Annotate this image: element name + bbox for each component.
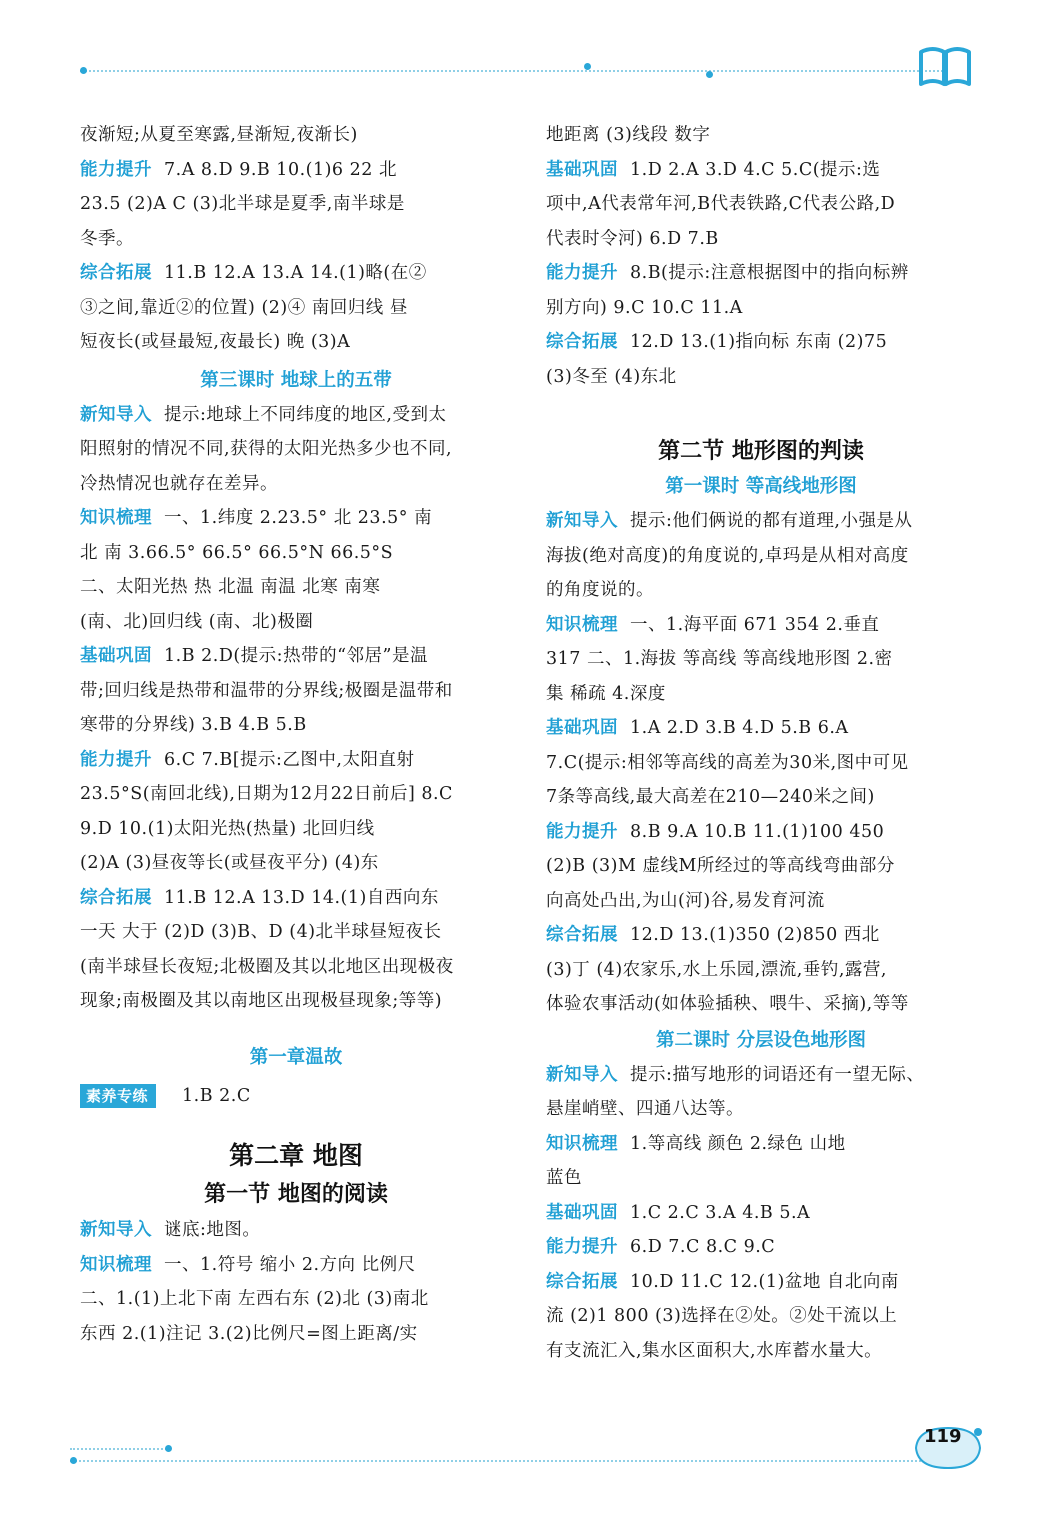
answer-text: 提示:他们俩说的都有道理,小强是从 (630, 511, 913, 531)
section-label: 知识梳理 (80, 1254, 152, 1275)
section-label: 新知导入 (80, 1220, 152, 1240)
answer-line (80, 153, 512, 188)
answer-text: 一、1.纬度 2.23.5° 北 23.5° 南 (164, 508, 433, 528)
right-column (546, 118, 976, 1368)
text-line: 东西 2.(1)注记 3.(2)比例尺=图上距离/实 (80, 1323, 418, 1344)
section-label: 知识梳理 (80, 508, 152, 528)
practice-tag: 素养专练 (80, 1084, 156, 1108)
answer-text: 1.C 2.C 3.A 4.B 5.A (630, 1202, 811, 1223)
text-line: 别方向) 9.C 10.C 11.A (546, 297, 743, 318)
review-heading: 第一章温故 (249, 1046, 343, 1068)
answer-line (546, 1265, 976, 1300)
text-line: 蓝色 (546, 1168, 582, 1188)
section-label: 基础巩固 (546, 159, 618, 180)
text-line: 的角度说的。 (546, 580, 654, 600)
section-label: 能力提升 (546, 263, 618, 283)
answer-text: 谜底:地图。 (164, 1220, 261, 1240)
text-line: 项中,A代表常年河,B代表铁路,C代表公路,D (546, 194, 896, 214)
text-line: 冬季。 (80, 228, 134, 249)
answer-text: 8.B 9.A 10.B 11.(1)100 450 (630, 821, 885, 842)
section-label: 综合拓展 (546, 1271, 618, 1292)
answer-line (80, 398, 512, 433)
text-line: 阳照射的情况不同,获得的太阳光热多少也不同, (80, 439, 453, 459)
text-line: 流 (2)1 800 (3)选择在②处。②处干流以上 (546, 1306, 898, 1326)
section-label: 知识梳理 (546, 614, 618, 635)
text-line: (南半球昼长夜短;北极圈及其以北地区出现极夜 (80, 956, 454, 977)
answer-line (546, 815, 976, 850)
text-line: 带;回归线是热带和温带的分界线;极圈是温带和 (80, 680, 453, 701)
answer-line (80, 639, 512, 674)
answer-line (546, 504, 976, 539)
chapter-heading: 第二章 地图 (229, 1141, 363, 1170)
section-label: 能力提升 (546, 821, 618, 842)
answer-text: 8.B(提示:注意根据图中的指向标辨 (630, 263, 909, 283)
text-line: (2)A (3)昼夜等长(或昼夜平分) (4)东 (80, 853, 379, 873)
answer-text: 1.D 2.A 3.D 4.C 5.C(提示:选 (630, 159, 881, 180)
section-label: 综合拓展 (80, 263, 152, 283)
text-line: 向高处凸出,为山(河)谷,易发育河流 (546, 890, 825, 911)
section-heading: 第二节 地形图的判读 (658, 439, 864, 464)
section-label: 基础巩固 (80, 646, 152, 666)
answer-text: 7.A 8.D 9.B 10.(1)6 22 北 (164, 159, 397, 180)
text-line: ③之间,靠近②的位置) (2)④ 南回归线 昼 (80, 297, 408, 318)
answer-text: 1.B 2.C (182, 1085, 251, 1106)
section-label: 知识梳理 (546, 1133, 618, 1154)
text-line: 海拔(绝对高度)的角度说的,卓玛是从相对高度 (546, 545, 909, 566)
footer-dotted-rule (70, 1460, 965, 1462)
answer-line (546, 153, 976, 188)
text-line: 有支流汇入,集水区面积大,水库蓄水量大。 (546, 1340, 883, 1361)
header-dot (80, 67, 87, 74)
answer-line (546, 1230, 976, 1265)
text-line: 悬崖峭壁、四通八达等。 (546, 1099, 744, 1119)
answer-line (80, 1079, 512, 1114)
section-label: 能力提升 (80, 159, 152, 180)
section-label: 综合拓展 (546, 925, 618, 945)
text-line: (3)冬至 (4)东北 (546, 366, 677, 387)
answer-text: 一、1.符号 缩小 2.方向 比例尺 (164, 1254, 416, 1275)
answer-line (80, 881, 512, 916)
text-line: 体验农事活动(如体验插秧、喂牛、采摘),等等 (546, 994, 909, 1014)
answer-line (546, 608, 976, 643)
text-line: 9.D 10.(1)太阳光热(热量) 北回归线 (80, 818, 375, 839)
section-label: 新知导入 (546, 511, 618, 531)
text-line: 夜渐短;从夏至寒露,昼渐短,夜渐长) (80, 125, 358, 145)
answer-text: 12.D 13.(1)350 (2)850 西北 (630, 925, 880, 945)
lesson-heading: 第二课时 分层设色地形图 (656, 1029, 866, 1051)
section-label: 能力提升 (80, 749, 152, 770)
text-line: 23.5°S(南回北线),日期为12月22日前后] 8.C (80, 784, 453, 804)
left-column (80, 118, 512, 1351)
text-line: 一天 大于 (2)D (3)B、D (4)北半球昼短夜长 (80, 922, 442, 942)
section-label: 新知导入 (80, 404, 152, 425)
answer-line (80, 743, 512, 778)
answer-text: 12.D 13.(1)指向标 东南 (2)75 (630, 332, 888, 352)
answer-text: 11.B 12.A 13.A 14.(1)略(在② (164, 263, 427, 283)
answer-line (80, 501, 512, 536)
answer-text: 11.B 12.A 13.D 14.(1)自西向东 (164, 887, 439, 908)
answer-text: 6.D 7.C 8.C 9.C (630, 1237, 776, 1257)
section-heading: 第一节 地图的阅读 (204, 1182, 388, 1207)
answer-line (546, 256, 976, 291)
text-line: (3)丁 (4)农家乐,水上乐园,漂流,垂钓,露营, (546, 959, 887, 980)
text-line: 寒带的分界线) 3.B 4.B 5.B (80, 715, 307, 735)
answer-text: 提示:描写地形的词语还有一望无际、 (630, 1064, 925, 1085)
text-line: 北 南 3.66.5° 66.5° 66.5°N 66.5°S (80, 542, 394, 563)
answer-text: 提示:地球上不同纬度的地区,受到太 (164, 404, 447, 425)
text-line: 短夜长(或昼最短,夜最长) 晚 (3)A (80, 332, 351, 352)
text-line: 地距离 (3)线段 数字 (546, 125, 711, 145)
answer-line (546, 325, 976, 360)
text-line: 代表时令河) 6.D 7.B (546, 228, 719, 249)
section-label: 能力提升 (546, 1237, 618, 1257)
answer-text: 1.A 2.D 3.B 4.D 5.B 6.A (630, 718, 849, 738)
footer-dot (165, 1445, 172, 1452)
header-dotted-rule (80, 70, 947, 72)
header-dot (584, 63, 591, 70)
text-line: 二、1.(1)上北下南 左西右东 (2)北 (3)南北 (80, 1289, 429, 1309)
page-number: 119 (924, 1426, 962, 1447)
answer-line (80, 256, 512, 291)
answer-line (546, 1058, 976, 1093)
text-line: 7条等高线,最大高差在210—240米之间) (546, 787, 875, 807)
open-book-icon (915, 44, 975, 90)
section-label: 新知导入 (546, 1064, 618, 1085)
text-line: 冷热情况也就存在差异。 (80, 473, 278, 494)
answer-line (546, 1196, 976, 1231)
lesson-heading: 第三课时 地球上的五带 (200, 369, 392, 391)
text-line: 317 二、1.海拔 等高线 等高线地形图 2.密 (546, 649, 893, 669)
text-line: 7.C(提示:相邻等高线的高差为30米,图中可见 (546, 752, 909, 773)
lesson-heading: 第一课时 等高线地形图 (665, 476, 857, 497)
text-line: 现象;南极圈及其以南地区出现极昼现象;等等) (80, 991, 443, 1011)
answer-line (546, 918, 976, 953)
answer-text: 10.D 11.C 12.(1)盆地 自北向南 (630, 1271, 899, 1292)
header-dot (706, 71, 713, 78)
answer-line (80, 1248, 512, 1283)
section-label: 综合拓展 (546, 332, 618, 352)
section-label: 综合拓展 (80, 887, 152, 908)
footer-dot (70, 1457, 77, 1464)
text-line: (南、北)回归线 (南、北)极圈 (80, 611, 314, 632)
section-label: 基础巩固 (546, 1202, 618, 1223)
footer-dotted-rule (70, 1448, 170, 1450)
answer-line (80, 1213, 512, 1248)
answer-text: 一、1.海平面 671 354 2.垂直 (630, 614, 880, 635)
answer-text: 1.等高线 颜色 2.绿色 山地 (630, 1133, 846, 1154)
answer-text: 1.B 2.D(提示:热带的“邻居”是温 (164, 646, 428, 666)
answer-line (546, 1127, 976, 1162)
answer-line (546, 711, 976, 746)
text-line: 集 稀疏 4.深度 (546, 683, 666, 704)
text-line: 23.5 (2)A C (3)北半球是夏季,南半球是 (80, 194, 405, 214)
text-line: (2)B (3)M 虚线M所经过的等高线弯曲部分 (546, 856, 895, 876)
text-line: 二、太阳光热 热 北温 南温 北寒 南寒 (80, 577, 381, 597)
section-label: 基础巩固 (546, 718, 618, 738)
answer-text: 6.C 7.B[提示:乙图中,太阳直射 (164, 749, 415, 770)
